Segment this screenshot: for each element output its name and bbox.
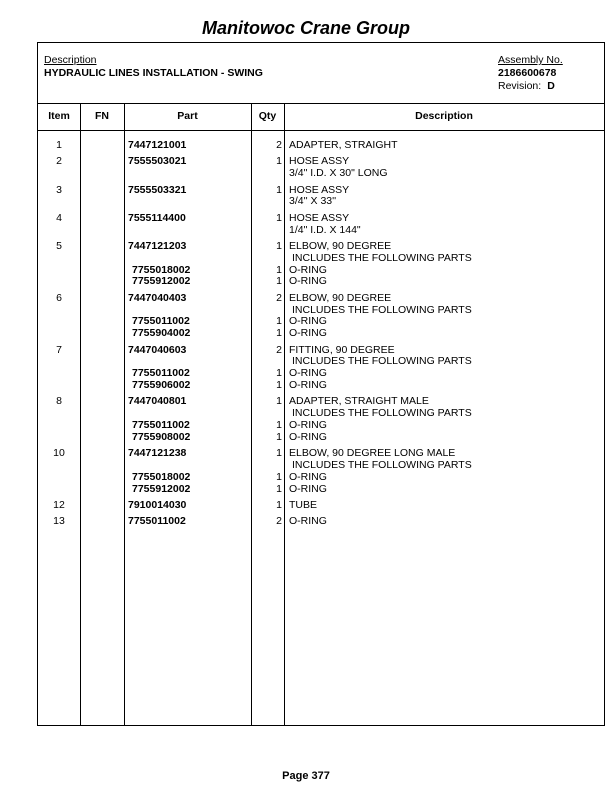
quantity: 1 — [276, 211, 282, 224]
table-row — [38, 328, 604, 340]
part-description: INCLUDES THE FOLLOWING PARTS — [292, 303, 472, 316]
part-description: ADAPTER, STRAIGHT MALE — [289, 395, 429, 408]
item-number: 10 — [53, 447, 65, 460]
part-description: O-RING — [289, 482, 327, 495]
quantity: 1 — [276, 327, 282, 340]
part-description: TUBE — [289, 499, 318, 511]
quantity: 1 — [276, 470, 282, 483]
part-description: O-RING — [289, 379, 327, 391]
table-row — [38, 293, 604, 305]
column-header-item: Item — [48, 110, 70, 122]
quantity: 1 — [276, 430, 282, 443]
quantity: 1 — [276, 419, 282, 431]
quantity: 1 — [276, 499, 282, 511]
table-row — [38, 484, 604, 496]
part-number: 7755912002 — [132, 275, 191, 288]
column-header-part: Part — [177, 110, 198, 122]
revision-label: Revision: — [498, 80, 542, 92]
table-row — [38, 196, 604, 208]
part-description: O-RING — [289, 419, 327, 431]
table-row — [38, 140, 604, 152]
part-description: O-RING — [289, 515, 327, 528]
table-row — [38, 516, 604, 528]
revision-value: D — [547, 80, 555, 92]
quantity: 1 — [276, 240, 282, 252]
description-label: Description — [44, 54, 97, 66]
part-description: HOSE ASSY — [289, 211, 350, 224]
parts-list-table — [37, 42, 605, 726]
part-number: 7755018002 — [132, 470, 191, 483]
part-number: 7755011002 — [132, 419, 190, 431]
table-row — [38, 432, 604, 444]
part-description: HOSE ASSY — [289, 155, 350, 168]
item-number: 13 — [53, 515, 65, 528]
part-description: O-RING — [289, 327, 327, 340]
quantity: 1 — [276, 395, 282, 408]
quantity: 1 — [276, 482, 282, 495]
table-row — [38, 225, 604, 237]
table-row — [38, 168, 604, 180]
part-number: 7555503321 — [128, 183, 187, 196]
table-row — [38, 500, 604, 512]
part-number: 7755904002 — [132, 327, 191, 340]
item-number: 1 — [56, 139, 62, 151]
part-description: 3/4'' X 33'' — [289, 195, 337, 208]
part-number: 7447040801 — [128, 395, 187, 408]
part-description: INCLUDES THE FOLLOWING PARTS — [292, 459, 472, 471]
part-number: 7555503021 — [128, 155, 187, 168]
table-row — [38, 472, 604, 484]
part-number: 7755011002 — [128, 515, 186, 528]
part-description: ELBOW, 90 DEGREE — [289, 291, 392, 304]
part-description: FITTING, 90 DEGREE — [289, 343, 395, 356]
item-number: 12 — [53, 499, 65, 511]
part-description: INCLUDES THE FOLLOWING PARTS — [292, 407, 472, 420]
quantity: 1 — [276, 183, 282, 196]
item-number: 4 — [56, 211, 62, 224]
part-number: 7447121203 — [128, 240, 187, 252]
part-number: 7755018002 — [132, 263, 191, 276]
column-header-fn: FN — [95, 110, 109, 122]
part-description: O-RING — [289, 263, 327, 276]
quantity: 1 — [276, 447, 282, 460]
quantity: 1 — [276, 379, 282, 391]
part-description: INCLUDES THE FOLLOWING PARTS — [292, 251, 472, 264]
assembly-number-label: Assembly No. — [498, 54, 563, 66]
column-header-description: Description — [415, 110, 473, 122]
item-number: 5 — [56, 240, 62, 252]
assembly-header — [38, 43, 604, 104]
item-number: 3 — [56, 183, 62, 196]
part-description: O-RING — [289, 430, 327, 443]
part-number: 7447121238 — [128, 447, 187, 460]
item-number: 6 — [56, 291, 62, 304]
part-number: 7755912002 — [132, 482, 191, 495]
table-row — [38, 380, 604, 392]
part-description: O-RING — [289, 315, 327, 328]
table-row — [38, 213, 604, 225]
quantity: 1 — [276, 315, 282, 328]
page-number: Page 377 — [282, 770, 330, 782]
assembly-description: HYDRAULIC LINES INSTALLATION - SWING — [44, 67, 263, 79]
part-number: 7447040403 — [128, 291, 187, 304]
part-number: 7555114400 — [128, 211, 186, 224]
part-number: 7755011002 — [132, 367, 190, 380]
part-description: 1/4" I.D. X 144" — [289, 223, 361, 236]
part-description: ELBOW, 90 DEGREE LONG MALE — [289, 447, 456, 460]
quantity: 2 — [276, 515, 282, 528]
part-description: ADAPTER, STRAIGHT — [289, 139, 398, 151]
part-number: 7755011002 — [132, 315, 190, 328]
part-description: 3/4" I.D. X 30" LONG — [289, 167, 388, 180]
quantity: 1 — [276, 367, 282, 380]
part-number: 7447121001 — [128, 139, 187, 151]
part-description: ELBOW, 90 DEGREE — [289, 240, 392, 252]
part-description: O-RING — [289, 470, 327, 483]
item-number: 2 — [56, 155, 62, 168]
revision-line — [498, 80, 563, 93]
part-description: HOSE ASSY — [289, 183, 350, 196]
table-row — [38, 253, 604, 265]
assembly-number: 2186600678 — [498, 67, 557, 79]
table-row — [38, 276, 604, 288]
part-number: 7447040603 — [128, 343, 187, 356]
part-number: 7755906002 — [132, 379, 191, 391]
quantity: 1 — [276, 275, 282, 288]
item-number: 7 — [56, 343, 62, 356]
column-header-qty: Qty — [258, 110, 277, 122]
part-description: O-RING — [289, 275, 327, 288]
quantity: 2 — [276, 291, 282, 304]
part-number: 7755908002 — [132, 430, 191, 443]
part-description: O-RING — [289, 367, 327, 380]
item-number: 8 — [56, 395, 62, 408]
quantity: 1 — [276, 155, 282, 168]
quantity: 2 — [276, 343, 282, 356]
page-title: Manitowoc Crane Group — [201, 18, 410, 38]
part-number: 7910014030 — [128, 499, 187, 511]
column-header-row — [38, 103, 604, 131]
part-description: INCLUDES THE FOLLOWING PARTS — [292, 355, 472, 368]
quantity: 1 — [276, 263, 282, 276]
quantity: 2 — [276, 139, 282, 151]
